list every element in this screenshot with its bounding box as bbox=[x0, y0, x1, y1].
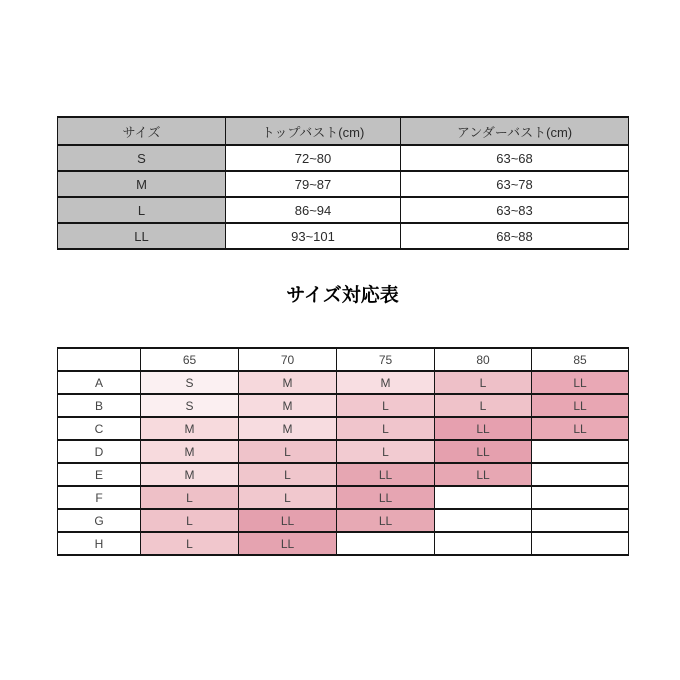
mapping-cell: L bbox=[337, 394, 435, 417]
mapping-cell: LL bbox=[337, 486, 435, 509]
mapping-cell: LL bbox=[435, 417, 532, 440]
top-bust-value: 72~80 bbox=[226, 145, 401, 171]
top-bust-value: 79~87 bbox=[226, 171, 401, 197]
mapping-cell: L bbox=[141, 486, 239, 509]
mapping-row-f bbox=[58, 486, 629, 509]
mapping-table-title: サイズ対応表 bbox=[286, 285, 399, 306]
mapping-cell: L bbox=[239, 486, 337, 509]
mapping-corner-cell bbox=[58, 348, 141, 371]
mapping-cell: L bbox=[337, 440, 435, 463]
mapping-cell: L bbox=[239, 440, 337, 463]
size-row-label: M bbox=[58, 171, 226, 197]
mapping-cell: M bbox=[239, 417, 337, 440]
size-row-label: S bbox=[58, 145, 226, 171]
top-bust-value: 86~94 bbox=[226, 197, 401, 223]
size-column-header: サイズ bbox=[58, 117, 226, 145]
underbust-70-header: 70 bbox=[239, 348, 337, 371]
mapping-cell: M bbox=[239, 371, 337, 394]
mapping-cell bbox=[532, 440, 629, 463]
cup-row-label: D bbox=[58, 440, 141, 463]
mapping-cell: LL bbox=[337, 509, 435, 532]
cup-row-label: H bbox=[58, 532, 141, 555]
mapping-cell bbox=[532, 509, 629, 532]
size-spec-header-row bbox=[58, 117, 629, 145]
size-row-ll bbox=[58, 223, 629, 249]
mapping-cell: LL bbox=[532, 371, 629, 394]
size-mapping-table bbox=[57, 347, 629, 556]
mapping-row-g bbox=[58, 509, 629, 532]
mapping-row-e bbox=[58, 463, 629, 486]
mapping-row-b bbox=[58, 394, 629, 417]
mapping-cell: LL bbox=[435, 463, 532, 486]
mapping-header-row bbox=[58, 348, 629, 371]
underbust-65-header: 65 bbox=[141, 348, 239, 371]
mapping-row-d bbox=[58, 440, 629, 463]
top-bust-column-header: トップバスト(cm) bbox=[226, 117, 401, 145]
mapping-row-a bbox=[58, 371, 629, 394]
mapping-cell: M bbox=[141, 463, 239, 486]
mapping-cell bbox=[532, 463, 629, 486]
mapping-cell: LL bbox=[239, 509, 337, 532]
mapping-cell: LL bbox=[532, 417, 629, 440]
cup-row-label: F bbox=[58, 486, 141, 509]
mapping-cell: L bbox=[239, 463, 337, 486]
mapping-cell bbox=[435, 532, 532, 555]
mapping-cell: S bbox=[141, 371, 239, 394]
mapping-cell: L bbox=[141, 532, 239, 555]
mapping-cell bbox=[435, 486, 532, 509]
mapping-cell: M bbox=[239, 394, 337, 417]
underbust-85-header: 85 bbox=[532, 348, 629, 371]
size-row-m bbox=[58, 171, 629, 197]
mapping-cell bbox=[337, 532, 435, 555]
under-bust-column-header: アンダーバスト(cm) bbox=[401, 117, 629, 145]
mapping-cell: LL bbox=[337, 463, 435, 486]
size-spec-table bbox=[57, 116, 629, 250]
mapping-row-h bbox=[58, 532, 629, 555]
underbust-80-header: 80 bbox=[435, 348, 532, 371]
underbust-75-header: 75 bbox=[337, 348, 435, 371]
size-row-s bbox=[58, 145, 629, 171]
mapping-row-c bbox=[58, 417, 629, 440]
cup-row-label: E bbox=[58, 463, 141, 486]
under-bust-value: 63~78 bbox=[401, 171, 629, 197]
mapping-cell bbox=[532, 486, 629, 509]
size-row-label: LL bbox=[58, 223, 226, 249]
top-bust-value: 93~101 bbox=[226, 223, 401, 249]
mapping-cell: L bbox=[141, 509, 239, 532]
cup-row-label: B bbox=[58, 394, 141, 417]
cup-row-label: G bbox=[58, 509, 141, 532]
under-bust-value: 63~68 bbox=[401, 145, 629, 171]
mapping-cell: L bbox=[435, 371, 532, 394]
mapping-cell: LL bbox=[239, 532, 337, 555]
cup-row-label: C bbox=[58, 417, 141, 440]
size-row-l bbox=[58, 197, 629, 223]
under-bust-value: 63~83 bbox=[401, 197, 629, 223]
mapping-cell: M bbox=[141, 440, 239, 463]
mapping-cell: LL bbox=[532, 394, 629, 417]
under-bust-value: 68~88 bbox=[401, 223, 629, 249]
mapping-cell bbox=[435, 509, 532, 532]
mapping-cell: L bbox=[435, 394, 532, 417]
mapping-cell: M bbox=[141, 417, 239, 440]
size-row-label: L bbox=[58, 197, 226, 223]
mapping-cell: L bbox=[337, 417, 435, 440]
cup-row-label: A bbox=[58, 371, 141, 394]
mapping-cell: M bbox=[337, 371, 435, 394]
mapping-cell bbox=[532, 532, 629, 555]
mapping-cell: LL bbox=[435, 440, 532, 463]
mapping-cell: S bbox=[141, 394, 239, 417]
